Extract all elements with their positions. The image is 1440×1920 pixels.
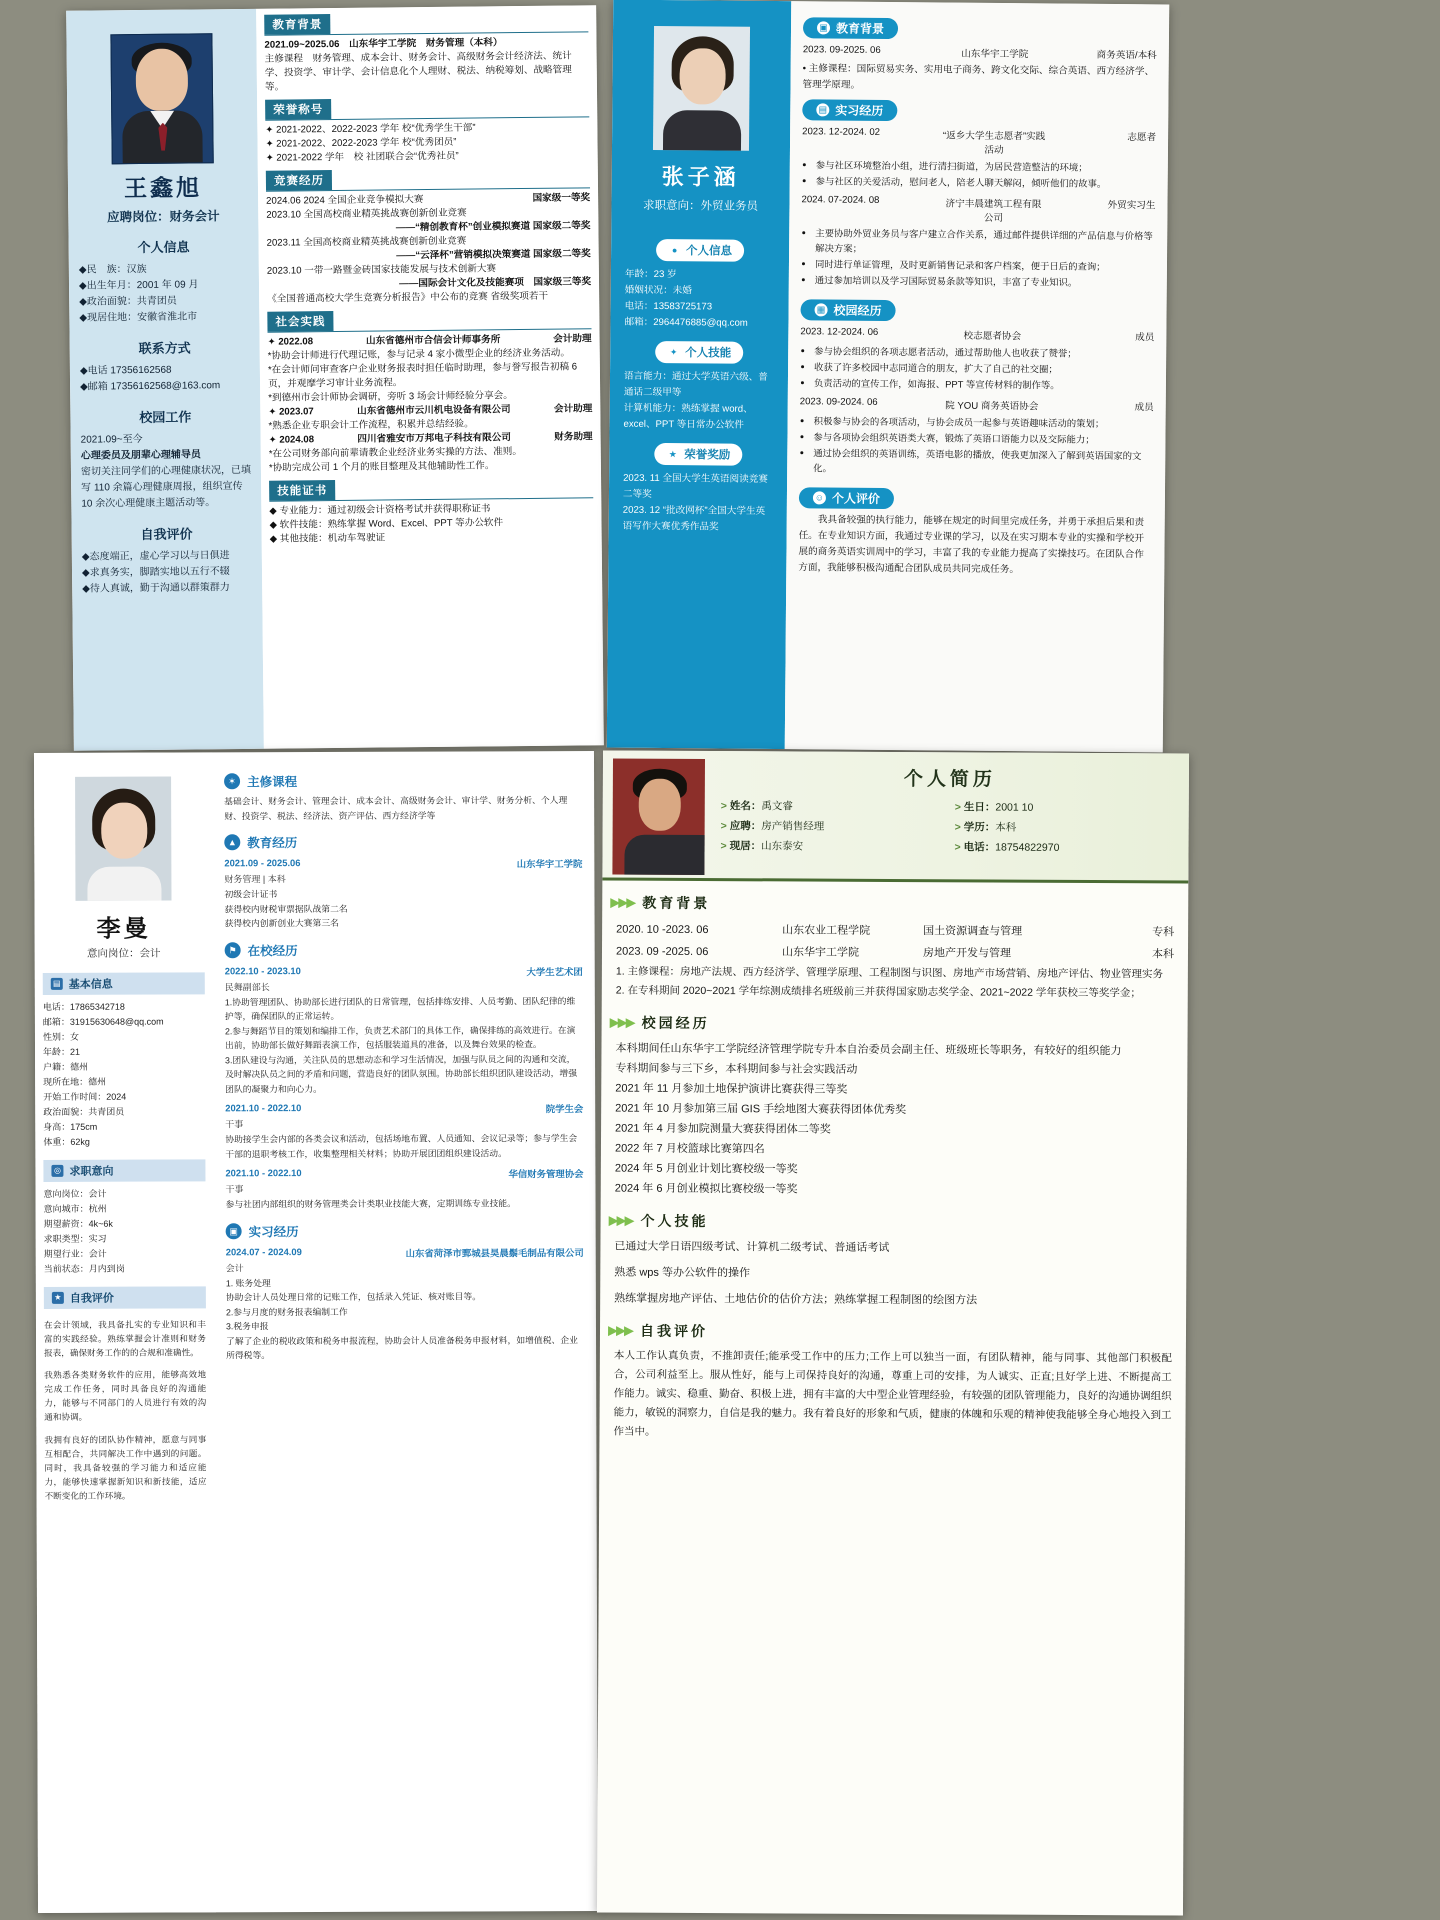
contest-title: ——“精创教育杯”创业模拟赛道 国家级二等奖: [395, 220, 591, 234]
campus-title: 心理委员及朋辈心理辅导员: [80, 449, 201, 462]
flag-icon: ⚑: [225, 942, 241, 958]
campus-role: 民舞副部长: [224, 981, 270, 992]
campus-detail: • 参与各项协会组织英语类大赛，锻炼了英语口语能力以及交际能力；: [813, 429, 1153, 447]
campus-detail: • 负责活动的宣传工作，如海报、PPT 等宣传材料的制作等。: [814, 375, 1154, 393]
edu-level: 本科: [1151, 948, 1175, 961]
practice-role: 会计助理: [553, 403, 593, 415]
edu-date: 2021.09 - 2025.06: [224, 857, 301, 869]
field-value: 18754822970: [995, 841, 1060, 854]
campus-org: 校志愿者协会: [963, 330, 1022, 343]
school-icon: ▦: [815, 303, 828, 316]
field-value: 房产销售经理: [761, 820, 825, 833]
practice-date: ✦ 2023.07: [268, 406, 314, 418]
personal-item: 电话：13583725173: [624, 300, 713, 313]
campus-detail: • 参与协会组织的各项志愿者活动，通过帮助他人也收获了赞誉；: [814, 343, 1154, 361]
contest-title: 2023.11 全国高校商业精英挑战赛创新创业竞赛: [266, 235, 467, 249]
skill-item: 已通过大学日语四级考试、计算机二级考试、普通话考试: [614, 1240, 890, 1254]
triple-arrow-icon: ▶▶▶: [609, 1014, 634, 1030]
r2-right-column: [785, 1, 1170, 752]
portrait-photo: [75, 777, 171, 901]
basic-item: 邮箱：31915630648@qq.com: [42, 1016, 164, 1027]
campus-date: 2023. 09-2024. 06: [799, 396, 878, 408]
field-value: 本科: [995, 821, 1017, 834]
section-education: ▣ 教育背景: [803, 17, 898, 39]
resume-card-li: [34, 751, 598, 1913]
campus-item: 2021 年 4 月参加院测量大赛获得团体二等奖: [615, 1122, 831, 1136]
tools-icon: ✦: [667, 346, 680, 359]
section-practice: 社会实践: [267, 311, 333, 332]
honor-section: [265, 96, 590, 165]
section-basic-info: ▤ 基本信息: [43, 972, 205, 995]
personal-item: ◆民 族：汉族: [78, 263, 147, 276]
intent-item: 求职类型：实习: [43, 1233, 107, 1244]
intent-item: 期望薪资：4k~6k: [43, 1218, 113, 1229]
section-honor: 荣誉称号: [265, 99, 331, 120]
basic-item: 性别：女: [42, 1031, 80, 1042]
campus-item: 2021 年 11 月参加土地保护演讲比赛获得三等奖: [615, 1082, 848, 1096]
contest-title: ——国际会计文化及技能赛项 国家级三等奖: [399, 276, 592, 290]
self-item: ◆求真务实，脚踏实地以五行不辍: [81, 566, 230, 579]
portrait-photo: [110, 33, 213, 164]
personal-item: 年龄：23 岁: [624, 268, 677, 281]
contact-item: ◆邮箱 17356162568@163.com: [80, 380, 221, 393]
campus-org: 大学生艺术团: [526, 965, 583, 977]
resume-card-wang: [66, 5, 604, 751]
r2-left-column: [607, 0, 792, 749]
campus-date: 2023. 12-2024. 06: [800, 326, 879, 338]
contact-item: ◆电话 17356162568: [79, 364, 172, 377]
basic-item: 户籍：德州: [43, 1061, 89, 1072]
edu-major: 财务管理 | 本科: [224, 874, 286, 885]
r1-left-column: [66, 9, 264, 751]
intern-detail: 3.税务申报: [225, 1321, 269, 1332]
contest-title: ——“云泽杯”营销模拟决策赛道 国家级二等奖: [396, 248, 591, 262]
campus-date: 2021.10 - 2022.10: [225, 1167, 302, 1179]
self-evaluation-text: 本人工作认真负责，不推卸责任;能承受工作中的压力;工作上可以独当一面，有团队精神，能与同事、其他部门积极配合，公司利益至上。服从性好，能与上司保持良好的沟通，尊重上司的安排，为人诚实、正直;且好学上进、不断提高工作能力。诚实、稳重、勤奋、积极上进，拥有丰富的大中型企业管理经验，有较强的团队管理能力，良好的沟通协调组织能力，敏锐的洞察力，自信是我的魅力。我有着良好的形象和气质，健康的体魄和乐观的精神使我能够全身心地投入到工作当中。: [613, 1349, 1172, 1438]
education-courses: 主修课程 财务管理、成本会计、财务会计、高级财务会计经济法、统计学、投资学、审计学、会计信息化个人理财、税法、纳税筹划、战略管理等。: [264, 50, 572, 93]
campus-detail: 1.协助管理团队、协助部长进行团队的日常管理，包括排练安排、人员考勤、团队纪律的维护等，确保团队的正常运转。: [224, 995, 576, 1022]
self-item: ◆态度端正，虚心学习以与日俱进: [81, 550, 230, 563]
practice-org: 山东省德州市云川机电设备有限公司: [357, 404, 511, 417]
edu-major: 国土资源调查与管理: [923, 925, 1023, 938]
r4-header: [602, 750, 1189, 883]
resume-card-yu: [597, 750, 1189, 1915]
page-title: 个人简历: [903, 769, 996, 791]
star-icon: ★: [52, 1292, 64, 1304]
campus-detail: 2.参与舞蹈节目的策划和编排工作，负责艺术部门的具体工作，确保排练的高效进行。在演出前，协助部长做好舞蹈表演工作，包括服装道具的准备，以及舞台效果的检查。: [224, 1024, 576, 1051]
skill-item: 计算机能力：熟练掌握 word、excel、PPT 等日常办公软件: [623, 402, 753, 431]
intern-role: 会计: [225, 1262, 244, 1273]
portrait-photo: [653, 26, 750, 151]
campus-date: 2022.10 - 2023.10: [224, 964, 301, 976]
section-internship: ▣ 实习经历: [226, 1221, 584, 1240]
briefcase-icon: ▤: [816, 103, 829, 116]
triple-arrow-icon: ▶▶▶: [608, 1212, 633, 1228]
chevron-right-icon: >: [954, 801, 961, 814]
field-label: 学历：: [963, 821, 996, 834]
basic-item: 体重：62kg: [43, 1136, 90, 1147]
basic-item: 身高：175cm: [43, 1121, 98, 1132]
chevron-right-icon: >: [954, 821, 961, 834]
section-campus-work: 校园工作: [139, 409, 192, 426]
edu-note: 1. 主修课程：房地产法规、西方经济学、管理学原理、工程制图与识图、房地产市场营销、房地产评估、物业管理实务: [615, 965, 1164, 981]
field-value: 2001 10: [995, 801, 1034, 814]
practice-role: 会计助理: [553, 333, 592, 345]
applicant-name: 王鑫旭: [123, 174, 203, 202]
basic-item: 政治面貌：共青团员: [43, 1106, 125, 1117]
section-education: ▲ 教育经历: [224, 832, 582, 851]
intent-item: 期望行业：会计: [43, 1248, 107, 1259]
chevron-right-icon: >: [954, 841, 961, 854]
campus-item: 2022 年 7 月校篮球比赛第四名: [614, 1142, 765, 1156]
field-label: 现居：: [729, 840, 762, 853]
intern-detail: 1. 账务处理: [225, 1277, 271, 1288]
intern-date: 2023. 12-2024. 02: [802, 126, 881, 138]
id-card-icon: ▤: [51, 978, 63, 990]
section-personal-info: ● 个人信息: [656, 239, 744, 262]
skill-item: ◆ 专业能力：通过初级会计资格考试并获得职称证书: [269, 503, 491, 517]
intent-item: 当前状态：月内到岗: [43, 1263, 125, 1274]
contest-title: 《全国普通高校大学生竞赛分析报告》中公布的竞赛 省级奖项若干: [267, 290, 549, 305]
personal-item: ◆政治面貌：共青团员: [79, 295, 177, 308]
edu-date: 2023. 09 -2025. 06: [615, 945, 709, 959]
campus-role: 干事: [225, 1119, 244, 1130]
campus-detail: 参与社团内部组织的财务管理类会计类职业技能大赛，定期训练专业技能。: [225, 1198, 516, 1210]
field-value: 禹文睿: [761, 800, 793, 813]
campus-org: 院 YOU 商务英语协会: [945, 400, 1039, 413]
r1-right-column: [256, 5, 604, 749]
intern-org: 济宁丰晨建筑工程有限公司: [945, 198, 1042, 224]
edu-note: 2. 在专科期间 2020~2021 学年综测成绩排名班级前三并获得国家励志奖学金、2021~2022 学年获校三等奖学金；: [615, 984, 1141, 1000]
practice-role: 财务助理: [554, 431, 593, 443]
intern-detail: 协助会计人员处理日常的记账工作，包括录入凭证、核对账目等。: [225, 1291, 482, 1303]
r3-left-column: [34, 752, 216, 1913]
edu-school: 山东华宇工学院: [781, 946, 860, 959]
section-education: 教育背景: [264, 14, 330, 35]
section-self-evaluation: ☺ 个人评价: [799, 487, 894, 509]
practice-org: 山东省德州市合信会计师事务所: [365, 334, 501, 347]
applicant-name: 张子涵: [661, 164, 740, 190]
resume-card-zhang: [607, 0, 1170, 752]
edu-school: 山东农业工程学院: [782, 924, 871, 937]
skills-section: [269, 477, 594, 546]
field-label: 电话：: [963, 841, 996, 854]
campus-detail: • 收获了许多校园中志同道合的朋友，扩大了自己的社交圈；: [814, 359, 1154, 377]
campus-item: 专科期间参与三下乡，本科期间参与社会实践活动: [615, 1062, 858, 1076]
intern-role: 外贸实习生: [1107, 199, 1156, 212]
practice-detail: *熟悉企业专职会计工作流程，积累并总结经验。: [268, 418, 474, 432]
basic-item: 现所在地：德州: [43, 1076, 107, 1087]
self-paragraph: 我拥有良好的团队协作精神，愿意与同事互相配合，共同解决工作中遇到的问题。同时，我具备较强的学习能力和适应能力，能够快速掌握新知识和新技能，适应不断变化的工作环境。: [44, 1434, 207, 1501]
section-honor: ★ 荣誉奖励: [654, 443, 742, 466]
intern-detail: 了解了企业的税收政策和税务申报流程，协助会计人员准备税务申报材料，如增值税、企业所得税等。: [226, 1334, 578, 1361]
intern-detail: • 通过参加培训以及学习国际贸易条款等知识，丰富了专业知识。: [815, 272, 1155, 290]
section-campus: ⚑ 在校经历: [225, 940, 583, 959]
applied-position: 应聘岗位：财务会计: [106, 209, 220, 225]
practice-detail: *协助完成公司 1 个月的账目整理及其他辅助性工作。: [268, 460, 495, 474]
user-icon: ●: [668, 244, 681, 257]
section-contact: 联系方式: [138, 340, 191, 357]
contest-title: 2023.10 全国高校商业精英挑战赛创新创业竞赛: [266, 207, 467, 221]
honor-item: ✦ 2021-2022 学年 校 社团联合会“优秀社员”: [265, 150, 459, 164]
triple-arrow-icon: ▶▶▶: [607, 1322, 633, 1338]
intern-detail: 2.参与月度的财务报表编制工作: [225, 1306, 348, 1317]
education-section: [264, 11, 589, 94]
edu-school: 山东华宇工学院: [961, 48, 1029, 61]
personal-item: ◆出生年月：2001 年 09 月: [78, 279, 199, 292]
field-label: 生日：: [963, 801, 996, 814]
self-paragraph: 在会计领域，我具备扎实的专业知识和丰富的实践经验。熟练掌握会计准则和财务报表，确保财务工作的的合规和准确性。: [43, 1318, 207, 1358]
section-contest: 竞赛经历: [266, 170, 332, 191]
basic-item: 年龄：21: [43, 1046, 81, 1057]
intern-detail: • 主要协助外贸业务员与客户建立合作关系，通过邮件提供详细的产品信息与价格等解决方案；: [815, 225, 1155, 258]
field-label: 姓名：: [729, 800, 762, 813]
section-campus: ▦ 校园经历: [800, 299, 895, 321]
cap-icon: ▣: [817, 21, 830, 34]
section-personal-info: 个人信息: [137, 239, 190, 256]
personal-item: 邮箱：2964476885@qq.com: [624, 316, 748, 329]
honor-item: 2023. 12 “批改网杯”全国大学生英语写作大赛优秀作品奖: [622, 504, 766, 533]
section-self-evaluation: ▶▶▶ 自我评价: [607, 1322, 709, 1340]
section-skills: 技能证书: [269, 480, 335, 501]
intern-detail: • 同时进行单证管理，及时更新销售记录和客户档案，便于日后的查询；: [815, 256, 1155, 274]
chevron-right-icon: >: [720, 820, 727, 833]
section-campus: ▶▶▶ 校园经历: [609, 1014, 710, 1032]
campus-role: 成员: [1135, 332, 1155, 344]
intern-date: 2024.07 - 2024.09: [225, 1245, 302, 1257]
intern-date: 2024. 07-2024. 08: [801, 194, 880, 206]
basic-item: 电话：17865342718: [42, 1001, 125, 1012]
portrait-photo: [612, 759, 705, 875]
personal-item: ◆现居住地：安徽省淮北市: [79, 311, 198, 324]
chevron-right-icon: >: [720, 800, 727, 813]
applicant-name: 李曼: [96, 915, 151, 943]
campus-desc: 密切关注同学们的心理健康状况，已填写 110 余篇心理健康周报，组织宣传 10 余次心理健康主题活动等。: [80, 464, 252, 510]
job-intent: 意向岗位：会计: [86, 947, 161, 960]
intern-org: 山东省菏泽市鄄城县昊晨鬃毛制品有限公司: [405, 1246, 584, 1259]
section-skills: ▶▶▶ 个人技能: [608, 1212, 709, 1230]
skill-item: 熟悉 wps 等办公软件的操作: [614, 1266, 751, 1280]
campus-org: 华信财务管理协会: [508, 1168, 584, 1180]
section-internship: ▤ 实习经历: [802, 99, 897, 121]
campus-detail: 协助接学生会内部的各类会议和活动，包括场地布置、人员通知、会议记录等；参与学生会干部的退职考核工作，收集整理相关材料；协助开展团团组织建设活动。: [225, 1133, 578, 1159]
campus-date: 2021.09~至今: [80, 434, 143, 446]
edu-school: 山东华宇工学院: [516, 858, 583, 870]
campus-org: 院学生会: [545, 1103, 584, 1115]
person-icon: ☺: [813, 491, 826, 504]
practice-detail: *在会计师问审查客户企业财务报表时担任临时助理，参与誉写报告初稿 6 页，并观摩学习审计业务流程。: [267, 361, 578, 390]
edu-date: 2020. 10 -2023. 06: [616, 923, 709, 937]
field-value: 山东泰安: [761, 840, 804, 853]
honor-item: 2023. 11 全国大学生英语阅读竞赛 二等奖: [622, 472, 768, 500]
practice-detail: *到德州市会计师协会调研，旁听 3 场会计师经验分享会。: [268, 390, 513, 404]
personal-item: 婚姻状况：未婚: [624, 284, 692, 297]
intern-detail: • 参与社区环境整治小组，进行清扫街道，为居民营造整洁的环境；: [816, 157, 1156, 175]
courses-text: 基础会计、财务会计、管理会计、成本会计、高级财务会计、审计学、财务分析、个人理财、投资学、税法、经济法、资产评估、西方经济学等: [224, 795, 568, 821]
section-job-intent: ◎ 求职意向: [43, 1159, 205, 1182]
edu-major: 商务英语/本科: [1096, 49, 1157, 62]
field-label: 应聘：: [729, 820, 762, 833]
campus-item: 2024 年 6 月创业模拟比赛校级一等奖: [614, 1182, 798, 1196]
intent-item: 意向岗位：会计: [43, 1188, 107, 1199]
campus-item: 本科期间任山东华宇工学院经济管理学院专升本自治委员会副主任、班级班长等职务，有较好的组织能力: [615, 1042, 1122, 1058]
section-education: ▶▶▶ 教育背景: [610, 894, 711, 912]
campus-role: 成员: [1134, 402, 1154, 414]
target-icon: ◎: [51, 1165, 63, 1177]
r3-right-column: [212, 751, 598, 1912]
campus-detail: 3.团队建设与沟通，关注队员的思想动态和学习生活情况，加强与队员之间的沟通和交流，及时解决队员之间的矛盾和问题，营造良好的团队氛围。协助部长组织团队建设活动，增强团队的凝聚力和向心力。: [225, 1053, 578, 1094]
practice-date: ✦ 2022.08: [267, 336, 314, 348]
honor-item: ✦ 2021-2022、2022-2023 学年 校“优秀团员”: [265, 136, 457, 150]
contest-award: 国家级一等奖: [532, 192, 591, 204]
edu-item: 初级会计证书: [224, 889, 278, 900]
section-skills: ✦ 个人技能: [655, 341, 743, 364]
intent-item: 意向城市：杭州: [43, 1203, 107, 1214]
self-item: ◆待人真诚，勤于沟通以群策群力: [82, 582, 230, 595]
book-icon: ✶: [224, 773, 240, 789]
contest-section: [266, 167, 591, 306]
edu-courses: • 主修课程：国际贸易实务、实用电子商务、跨文化交际、综合英语、西方经济学、管理学原理。: [802, 63, 1155, 91]
section-self-evaluation: 自我评价: [140, 526, 193, 543]
skill-item: 语言能力：通过大学英语六级、普通话二级甲等: [623, 370, 768, 399]
skill-item: ◆ 软件技能：熟练掌握 Word、Excel、PPT 等办公软件: [269, 517, 504, 531]
practice-section: [267, 308, 593, 475]
basic-item: 开始工作时间：2024: [43, 1091, 127, 1102]
self-evaluation-text: 我具备较强的执行能力，能够在规定的时间里完成任务，并勇于承担后果和责任。在专业知识方面，我通过专业课的学习，以及在实习期本专业的实操和学校开展的商务英语实训周中的学习，丰富了我的专业能力提高了实操技巧。在团队合作方面，我能够积极沟通配合团队成员共同完成任务。: [798, 514, 1145, 576]
campus-detail: • 通过协会组织的英语训练，英语电影的播放，使我更加深入了解到英语国家的文化。: [813, 445, 1153, 478]
edu-item: 获得校内财税审票据队战第二名: [224, 903, 348, 914]
edu-major: 房地产开发与管理: [922, 947, 1012, 960]
intern-detail: • 参与社区的关爱活动，慰问老人，陪老人聊天解闷，倾听他们的故事。: [816, 173, 1156, 191]
campus-detail: • 积极参与协会的各项活动，与协会成员一起参与英语趣味活动的策划；: [814, 413, 1154, 431]
edu-item: 获得校内创新创业大赛第三名: [224, 917, 339, 929]
skill-item: 熟练掌握房地产评估、土地估价的估价方法；熟练掌握工程制图的绘图方法: [614, 1292, 978, 1307]
section-self-evaluation: ★ 自我评价: [44, 1286, 206, 1309]
contest-title: 2024.06 2024 全国企业竞争模拟大赛: [266, 194, 424, 207]
skill-item: ◆ 其他技能：机动车驾驶证: [269, 532, 386, 545]
intern-org: “返乡大学生志愿者”实践活动: [942, 130, 1046, 156]
edu-level: 专科: [1152, 926, 1175, 939]
section-courses: ✶ 主修课程: [224, 771, 582, 790]
campus-item: 2021 年 10 月参加第三届 GIS 手绘地图大赛获得团体优秀奖: [615, 1102, 907, 1117]
campus-item: 2024 年 5 月创业计划比赛校级一等奖: [614, 1162, 798, 1176]
briefcase-icon: ▣: [226, 1223, 242, 1239]
medal-icon: ★: [666, 448, 679, 461]
practice-org: 四川省雅安市万邦电子科技有限公司: [357, 432, 511, 445]
cap-icon: ▲: [224, 834, 240, 850]
self-paragraph: 我熟悉各类财务软件的应用，能够高效地完成工作任务，同时具备良好的沟通能力，能够与不同部门的人员进行有效的沟通和协调。: [44, 1369, 207, 1423]
edu-date: 2023. 09-2025. 06: [802, 44, 881, 56]
education-line: 2021.09~2025.06 山东华宇工学院 财务管理（本科）: [264, 37, 503, 51]
practice-date: ✦ 2024.08: [268, 434, 315, 446]
practice-detail: *在公司财务部向前辈请教企业经济业务实操的方法、准则。: [268, 446, 523, 460]
practice-detail: *协助会计师进行代理记账，参与记录 4 家小微型企业的经济业务活动。: [267, 347, 571, 362]
job-intent: 求职意向：外贸业务员: [642, 199, 759, 213]
campus-role: 干事: [225, 1184, 244, 1195]
intern-role: 志愿者: [1127, 132, 1157, 144]
campus-date: 2021.10 - 2022.10: [225, 1102, 302, 1114]
contest-title: 2023.10 一带一路暨金砖国家技能发展与技术创新大赛: [266, 263, 497, 277]
triple-arrow-icon: ▶▶▶: [610, 894, 635, 910]
chevron-right-icon: >: [720, 840, 727, 853]
honor-item: ✦ 2021-2022、2022-2023 学年 校“优秀学生干部”: [265, 122, 476, 136]
